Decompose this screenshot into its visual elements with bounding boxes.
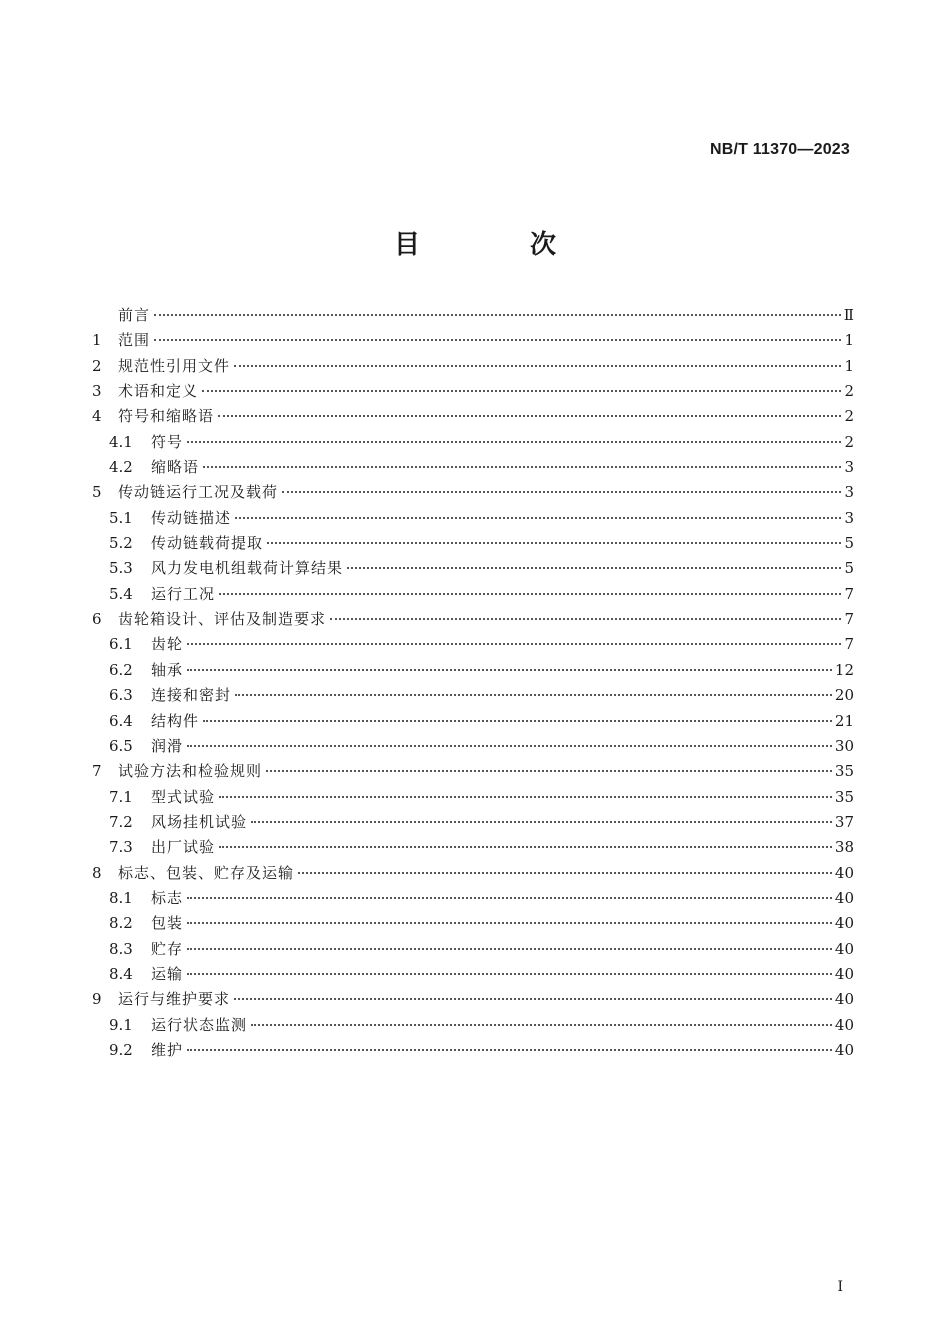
toc-dot-leader xyxy=(218,415,841,417)
toc-section-number: 7.2 xyxy=(109,812,133,831)
toc-dot-leader xyxy=(187,643,841,645)
toc-section-number: 4 xyxy=(92,407,102,426)
toc-page-number: 38 xyxy=(834,838,854,857)
toc-dot-leader xyxy=(266,770,832,772)
toc-page-number: 1 xyxy=(844,356,854,375)
toc-page-number: 40 xyxy=(834,964,854,983)
toc-dot-leader xyxy=(202,390,841,392)
toc-section-number: 6.5 xyxy=(109,736,133,755)
toc-section-title: 润滑 xyxy=(151,736,184,755)
toc-entry[interactable] xyxy=(92,861,854,886)
toc-section-number: 8.1 xyxy=(109,888,133,907)
toc-section-number: 4.2 xyxy=(109,458,133,477)
toc-dot-leader xyxy=(219,796,832,798)
toc-section-number: 3 xyxy=(92,382,102,401)
toc-section-title: 符号和缩略语 xyxy=(118,407,215,426)
toc-page-number: 2 xyxy=(844,407,854,426)
toc-section-number: 7.1 xyxy=(109,787,133,806)
toc-dot-leader xyxy=(347,567,841,569)
toc-entry[interactable] xyxy=(92,632,854,657)
toc-dot-leader xyxy=(219,593,841,595)
toc-entry[interactable] xyxy=(92,734,854,759)
toc-section-title: 前言 xyxy=(118,306,151,324)
toc-section-title: 型式试验 xyxy=(151,787,216,806)
toc-page-number: 3 xyxy=(844,508,854,527)
toc-section-title: 连接和密封 xyxy=(151,686,232,705)
toc-entry[interactable] xyxy=(92,709,854,734)
toc-section-title: 试验方法和检验规则 xyxy=(118,762,263,781)
toc-entry[interactable] xyxy=(92,658,854,683)
toc-entry[interactable] xyxy=(92,785,854,810)
toc-dot-leader xyxy=(235,517,841,519)
toc-dot-leader xyxy=(203,466,841,468)
toc-page-number: 3 xyxy=(844,483,854,502)
toc-page-number: 7 xyxy=(844,635,854,654)
toc-dot-leader xyxy=(298,872,832,874)
toc-section-title: 齿轮箱设计、评估及制造要求 xyxy=(118,610,327,629)
toc-dot-leader xyxy=(187,948,832,950)
toc-section-number: 7 xyxy=(92,762,102,781)
toc-page-number: 40 xyxy=(834,1015,854,1034)
toc-page-number: 30 xyxy=(834,736,854,755)
toc-section-title: 缩略语 xyxy=(151,458,200,477)
toc-page-number: 5 xyxy=(844,534,854,553)
toc-section-number: 4.1 xyxy=(109,432,133,451)
toc-section-number: 6 xyxy=(92,610,102,629)
toc-entry[interactable] xyxy=(92,810,854,835)
toc-section-number: 2 xyxy=(92,356,102,375)
toc-entry[interactable] xyxy=(92,379,854,404)
toc-page-number: 2 xyxy=(844,382,854,401)
toc-section-title: 运行工况 xyxy=(151,584,216,603)
toc-section-number: 5.4 xyxy=(109,584,133,603)
toc-page-number: 37 xyxy=(834,812,854,831)
toc-section-number: 9.2 xyxy=(109,1040,133,1059)
toc-entry[interactable] xyxy=(92,531,854,556)
toc-section-number: 9.1 xyxy=(109,1015,133,1034)
toc-dot-leader xyxy=(267,542,841,544)
toc-section-number: 5.3 xyxy=(109,559,133,578)
toc-dot-leader xyxy=(154,314,841,316)
toc-section-number: 9 xyxy=(92,990,102,1009)
toc-section-title: 风场挂机试验 xyxy=(151,812,248,831)
toc-page-number: 40 xyxy=(834,990,854,1009)
toc-dot-leader xyxy=(187,922,832,924)
toc-section-number: 5 xyxy=(92,483,102,502)
toc-entry[interactable] xyxy=(92,1013,854,1038)
toc-entry[interactable] xyxy=(92,328,854,353)
toc-page-number: 35 xyxy=(834,762,854,781)
toc-section-title: 风力发电机组载荷计算结果 xyxy=(151,559,344,578)
standard-code: NB/T 11370—2023 xyxy=(710,141,850,158)
toc-entry[interactable] xyxy=(92,430,854,455)
toc-entry[interactable] xyxy=(92,556,854,581)
toc-page-number: 7 xyxy=(844,610,854,629)
toc-dot-leader xyxy=(219,846,832,848)
toc-section-number: 6.3 xyxy=(109,686,133,705)
toc-page-number: 40 xyxy=(834,863,854,882)
toc-dot-leader xyxy=(234,365,841,367)
toc-page-number: 35 xyxy=(834,787,854,806)
toc-dot-leader xyxy=(154,339,841,341)
toc-dot-leader xyxy=(251,821,832,823)
toc-page-number: 40 xyxy=(834,1040,854,1059)
toc-page-number: 12 xyxy=(834,660,854,679)
toc-section-title: 符号 xyxy=(151,432,184,451)
toc-section-number: 7.3 xyxy=(109,838,133,857)
toc-dot-leader xyxy=(187,1049,832,1051)
toc-page-number: 20 xyxy=(834,686,854,705)
toc-dot-leader xyxy=(187,441,841,443)
toc-section-title: 传动链运行工况及载荷 xyxy=(118,483,279,502)
toc-section-number: 8.2 xyxy=(109,914,133,933)
toc-page-number: 40 xyxy=(834,939,854,958)
toc-entry[interactable] xyxy=(92,962,854,987)
toc-dot-leader xyxy=(235,694,832,696)
toc-page-number: 40 xyxy=(834,888,854,907)
toc-page-number: 2 xyxy=(844,432,854,451)
toc-entry[interactable] xyxy=(92,354,854,379)
page-number: I xyxy=(837,1279,843,1295)
toc-page-number: 5 xyxy=(844,559,854,578)
toc-dot-leader xyxy=(234,998,832,1000)
toc-entry[interactable] xyxy=(92,759,854,784)
toc-dot-leader xyxy=(187,745,832,747)
toc-page-number: 7 xyxy=(844,584,854,603)
toc-page-number: Ⅱ xyxy=(843,306,854,324)
toc-entry[interactable] xyxy=(92,404,854,429)
toc-section-title: 齿轮 xyxy=(151,635,184,654)
toc-page-number: 21 xyxy=(834,711,854,730)
toc-entry[interactable] xyxy=(92,911,854,936)
toc-dot-leader xyxy=(282,491,841,493)
toc-section-number: 6.4 xyxy=(109,711,133,730)
toc-dot-leader xyxy=(330,618,841,620)
toc-section-number: 8.3 xyxy=(109,939,133,958)
toc-section-title: 贮存 xyxy=(151,939,184,958)
page-title: 目 次 xyxy=(393,230,598,260)
toc-section-title: 包装 xyxy=(151,914,184,933)
toc-section-title: 规范性引用文件 xyxy=(118,356,231,375)
toc-page-number: 1 xyxy=(844,331,854,350)
toc-section-title: 结构件 xyxy=(151,711,200,730)
toc-entry[interactable] xyxy=(92,835,854,860)
toc-section-title: 运行与维护要求 xyxy=(118,990,231,1009)
toc-section-number: 8.4 xyxy=(109,964,133,983)
toc-entry[interactable] xyxy=(92,455,854,480)
toc-section-title: 轴承 xyxy=(151,660,184,679)
toc-section-title: 运输 xyxy=(151,964,184,983)
toc-section-title: 标志、包装、贮存及运输 xyxy=(118,863,295,882)
toc-dot-leader xyxy=(187,669,832,671)
toc-section-number: 8 xyxy=(92,863,102,882)
toc-section-title: 术语和定义 xyxy=(118,382,199,401)
toc-section-title: 运行状态监测 xyxy=(151,1015,248,1034)
toc-entry[interactable] xyxy=(92,582,854,607)
toc-page-number: 40 xyxy=(834,914,854,933)
toc-dot-leader xyxy=(187,897,832,899)
toc-section-title: 传动链描述 xyxy=(151,508,232,527)
toc-entry[interactable] xyxy=(92,1038,854,1063)
toc-entry[interactable] xyxy=(92,683,854,708)
toc-entry[interactable] xyxy=(92,607,854,632)
toc-entry[interactable] xyxy=(92,506,854,531)
toc-entry[interactable] xyxy=(92,480,854,505)
toc-section-title: 范围 xyxy=(118,331,151,350)
toc-section-title: 出厂试验 xyxy=(151,838,216,857)
table-of-contents xyxy=(92,303,854,1063)
toc-page-number: 3 xyxy=(844,458,854,477)
toc-section-number: 5.2 xyxy=(109,534,133,553)
toc-dot-leader xyxy=(187,973,832,975)
toc-section-title: 传动链载荷提取 xyxy=(151,534,264,553)
toc-entry[interactable] xyxy=(92,987,854,1012)
toc-section-title: 标志 xyxy=(151,888,184,907)
toc-section-number: 5.1 xyxy=(109,508,133,527)
toc-dot-leader xyxy=(203,720,832,722)
toc-section-number: 1 xyxy=(92,331,102,350)
toc-section-number: 6.1 xyxy=(109,635,133,654)
toc-section-title: 维护 xyxy=(151,1040,184,1059)
toc-entry[interactable] xyxy=(92,303,854,328)
toc-section-number: 6.2 xyxy=(109,660,133,679)
toc-dot-leader xyxy=(251,1024,832,1026)
toc-entry[interactable] xyxy=(92,886,854,911)
toc-entry[interactable] xyxy=(92,937,854,962)
